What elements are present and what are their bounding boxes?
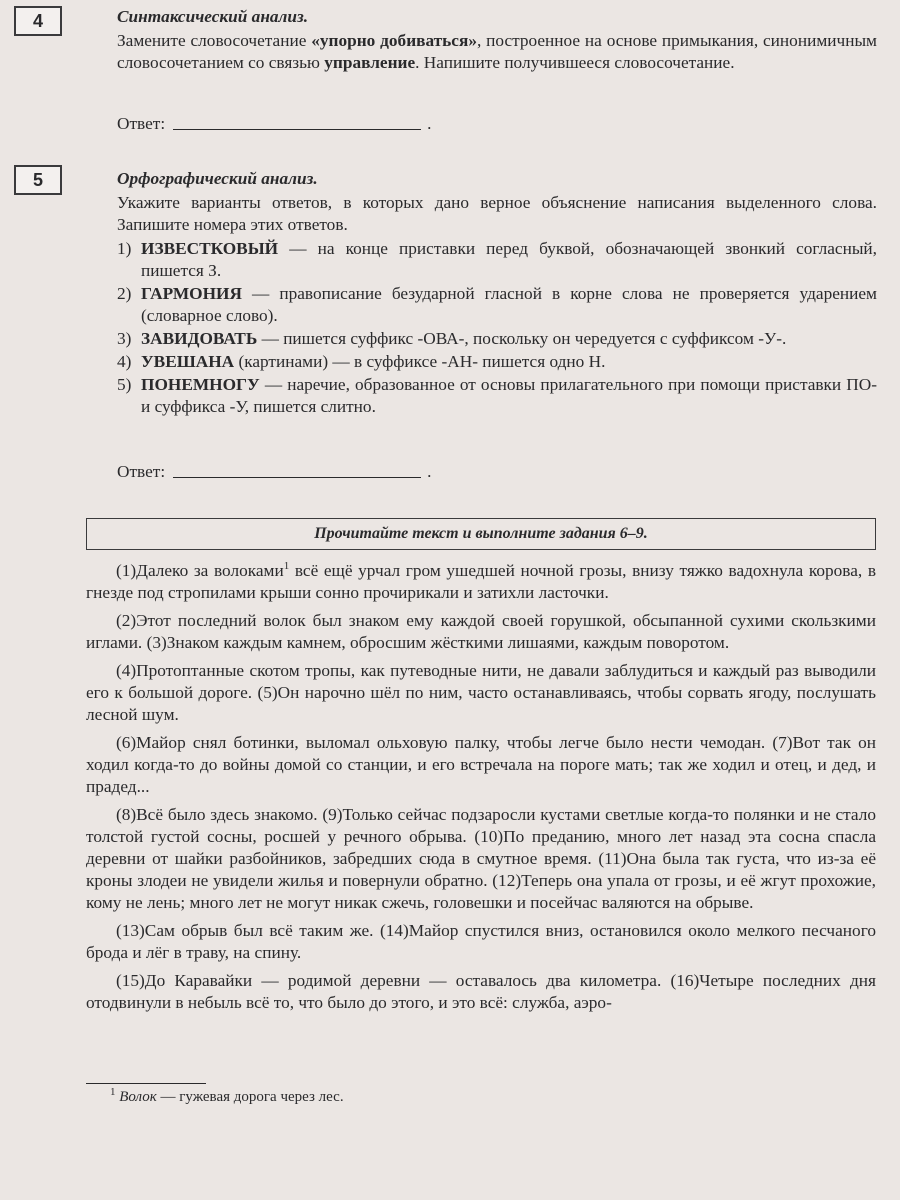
footnote-divider xyxy=(86,1083,206,1084)
answer-label: Ответ: xyxy=(117,114,166,133)
option-word: ГАРМОНИЯ xyxy=(141,284,242,303)
task-4-link-type: управление xyxy=(324,53,416,72)
option-word: УВЕШАНА xyxy=(141,352,235,371)
task-4-phrase: «упорно добиваться» xyxy=(311,31,477,50)
option-5: 5) ПОНЕМНОГУ — наречие, образованное от основы прилагательного при помощи приставки ПО- и суффикса -У, пишется слитно. xyxy=(117,375,877,416)
answer-label: Ответ: xyxy=(117,462,166,481)
task-5-title: Орфографический анализ. xyxy=(117,169,318,188)
task-4 xyxy=(117,6,877,74)
footnote-marker: 1 xyxy=(283,560,290,573)
option-word: ЗАВИДОВАТЬ xyxy=(141,329,258,348)
task-5-answer: Ответ: . xyxy=(117,462,432,481)
paragraph: (4)Протоптанные скотом тропы, как путеводные нити, не давали заблудиться и каждый раз выводили его к большой дороге. (5)Он нарочно шёл по ним, часто останавливаясь, чтобы сорвать ягоду, послушать лесной шум. xyxy=(86,661,876,724)
option-word: ИЗВЕСТКОВЫЙ xyxy=(141,239,279,258)
reading-instruction-banner: Прочитайте текст и выполните задания 6–9. xyxy=(86,518,876,550)
task-number-4: 4 xyxy=(14,6,62,36)
task-5-options xyxy=(117,238,877,418)
task-4-answer: Ответ: . xyxy=(117,114,432,133)
task-5-instruction: Укажите варианты ответов, в которых дано верное объяснение написания выделенного слова. Запишите номера этих ответов. xyxy=(117,193,877,234)
footnote-term: Волок xyxy=(119,1089,157,1105)
option-2: 2) ГАРМОНИЯ — правописание безударной гласной в корне слова не проверяется ударением (словарное слово). xyxy=(117,284,877,325)
paragraph: (1)Далеко за волоками$^1$ всё ещё урчал гром ушедшей ночной грозы, внизу тяжко вадохнула корова, в гнезде под стропилами крыши сонно прочирикали и затихли ласточки. xyxy=(86,560,876,602)
paragraph: (15)До Каравайки — родимой деревни — оставалось два километра. (16)Четыре последних дня отодвинули в небыль всё то, что было до этого, и это всё: служба, аэро- xyxy=(86,971,876,1012)
option-4: 4) УВЕШАНА (картинами) — в суффиксе -АН- пишется одно Н. xyxy=(117,352,606,371)
option-word: ПОНЕМНОГУ xyxy=(141,375,260,394)
footnote: $^1$ Волок — гужевая дорога через лес. xyxy=(110,1086,344,1105)
answer-line[interactable] xyxy=(173,128,421,130)
task-5 xyxy=(117,168,877,419)
task-4-text: Замените словосочетание «упорно добиваться», построенное на основе примыкания, синонимичным словосочетанием со связью управление. Напишите получившееся словосочетание. xyxy=(117,31,877,72)
paragraph: (8)Всё было здесь знакомо. (9)Только сейчас подзаросли кустами светлые когда-то полянки и не стало толстой густой сосны, росшей у речного обрыва. (10)По преданию, много лет назад эта сосна спасла деревни от шайки разбойников, забредших сюда в смутное время. (11)Она была так густа, что из-за её кроны злодеи не увидели жилья и повернули обратно. (12)Теперь она упала от грозы, и её жгут прохожие, кому не лень; много лет не могут никак сжечь, головешки и посейчас валяются на обрыве. xyxy=(86,805,876,912)
paragraph: (2)Этот последний волок был знаком ему каждой своей горушкой, обсыпанной сухими скользкими иглами. (3)Знаком каждым камнем, обросшим жёсткими лишаями, каждым поворотом. xyxy=(86,611,876,652)
paragraph: (6)Майор снял ботинки, выломал ольховую палку, чтобы легче было нести чемодан. (7)Вот так он ходил когда-то до войны домой со станции, и его встречала на пороге мать; так же ходил и отец, и дед, и прадед... xyxy=(86,733,876,796)
option-3: 3) ЗАВИДОВАТЬ — пишется суффикс -ОВА-, поскольку он чередуется с суффиксом -У-. xyxy=(117,329,787,348)
task-number-5: 5 xyxy=(14,165,62,195)
answer-line[interactable] xyxy=(173,476,421,478)
paragraph: (13)Сам обрыв был всё таким же. (14)Майор спустился вниз, остановился около мелкого песчаного брода и лёг в траву, на спину. xyxy=(86,921,876,962)
task-4-title: Синтаксический анализ. xyxy=(117,7,309,26)
option-1: 1) ИЗВЕСТКОВЫЙ — на конце приставки перед буквой, обозначающей звонкий согласный, пишется З. xyxy=(117,239,877,280)
reading-text xyxy=(86,560,876,1020)
